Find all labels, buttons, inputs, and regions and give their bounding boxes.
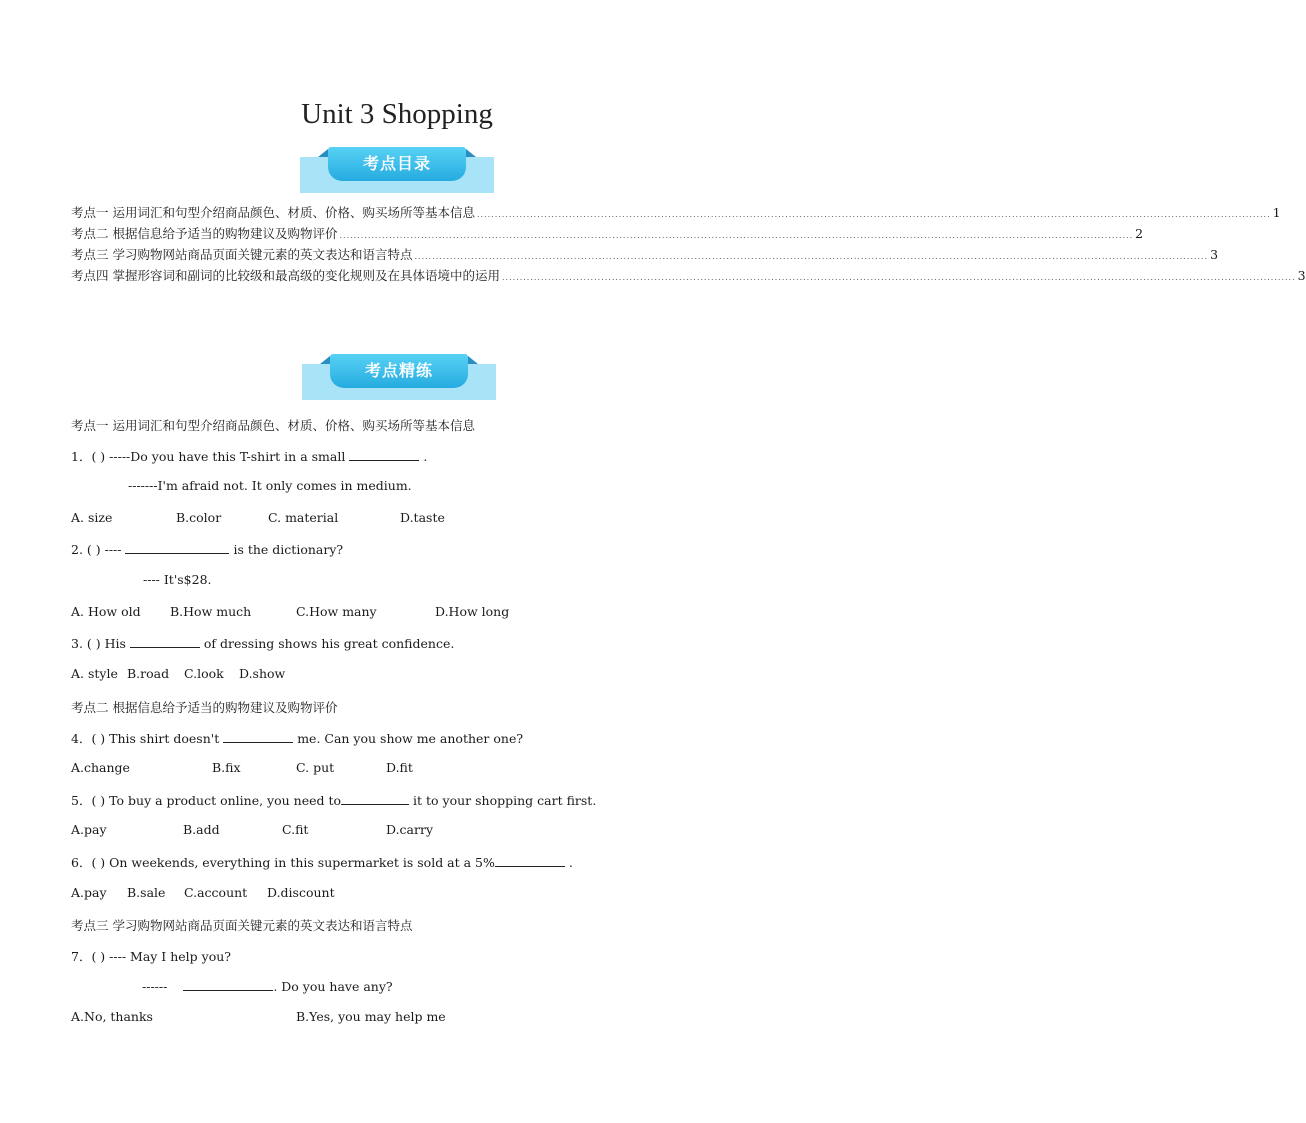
question-7-reply-end: . Do you have any? <box>273 979 393 994</box>
toc-leader: ................................................................................................................................................................................................................................ <box>476 210 1271 219</box>
toc-entry-2[interactable] <box>71 224 1144 242</box>
question-7: 7．( ) ---- May I help you? <box>71 949 231 964</box>
answer-blank[interactable] <box>125 541 229 554</box>
q1-option-b[interactable]: B.color <box>176 510 222 525</box>
answer-blank[interactable] <box>130 635 200 648</box>
q4-option-c[interactable]: C. put <box>296 760 335 775</box>
question-3-stem: 3. ( ) His <box>71 636 126 651</box>
toc-entry-text: 考点四 掌握形容词和副词的比较级和最高级的变化规则及在具体语境中的运用 <box>71 268 500 283</box>
q2-option-a[interactable]: A. How old <box>71 604 141 619</box>
q6-option-d[interactable]: D.discount <box>267 885 335 900</box>
question-6 <box>71 853 573 871</box>
question-1 <box>71 447 427 465</box>
question-6-stem: 6．( ) On weekends, everything in this supermarket is sold at a 5% <box>71 855 495 870</box>
q7-option-b[interactable]: B.Yes, you may help me <box>296 1009 446 1024</box>
question-7-reply <box>142 978 393 994</box>
question-6-stem-end: . <box>568 855 573 870</box>
question-2 <box>71 541 343 557</box>
toc-entry-text: 考点三 学习购物网站商品页面关键元素的英文表达和语言特点 <box>71 247 413 262</box>
q3-option-c[interactable]: C.look <box>184 666 224 681</box>
answer-blank[interactable] <box>495 854 565 867</box>
toc-entry-3[interactable] <box>71 245 1219 263</box>
toc-banner <box>300 147 494 195</box>
toc-entry-text: 考点二 根据信息给予适当的购物建议及购物评价 <box>71 226 338 241</box>
q1-option-c[interactable]: C. material <box>268 510 339 525</box>
q1-option-d[interactable]: D.taste <box>400 510 445 525</box>
section-heading-1: 考点一 运用词汇和句型介绍商品颜色、材质、价格、购买场所等基本信息 <box>71 418 475 433</box>
q2-option-b[interactable]: B.How much <box>170 604 252 619</box>
q3-option-d[interactable]: D.show <box>239 666 286 681</box>
q4-option-b[interactable]: B.fix <box>212 760 241 775</box>
toc-page-number: 1 <box>1272 205 1281 220</box>
question-2-stem-end: is the dictionary? <box>233 542 344 557</box>
q5-option-d[interactable]: D.carry <box>386 822 434 837</box>
toc-leader: ................................................................................................................................................................................................................................ <box>414 252 1209 261</box>
question-1-stem: 1．( ) -----Do you have this T-shirt in a small <box>71 449 346 464</box>
q7-option-a[interactable]: A.No, thanks <box>71 1009 153 1024</box>
section-heading-2: 考点二 根据信息给予适当的购物建议及购物评价 <box>71 700 338 715</box>
q3-option-b[interactable]: B.road <box>127 666 170 681</box>
toc-page-number: 3 <box>1210 247 1219 262</box>
q2-option-c[interactable]: C.How many <box>296 604 377 619</box>
answer-blank[interactable] <box>349 448 419 461</box>
q5-option-a[interactable]: A.pay <box>71 822 107 837</box>
answer-blank[interactable] <box>223 730 293 743</box>
q6-option-b[interactable]: B.sale <box>127 885 166 900</box>
question-4-stem-end: me. Can you show me another one? <box>297 731 524 746</box>
q5-option-c[interactable]: C.fit <box>282 822 309 837</box>
q3-option-a[interactable]: A. style <box>71 666 118 681</box>
toc-entry-text: 考点一 运用词汇和句型介绍商品颜色、材质、价格、购买场所等基本信息 <box>71 205 475 220</box>
practice-banner-label: 考点精练 <box>330 354 468 388</box>
question-3-stem-end: of dressing shows his great confidence. <box>203 636 455 651</box>
question-2-stem: 2. ( ) ---- <box>71 542 122 557</box>
question-4-stem: 4．( ) This shirt doesn't <box>71 731 220 746</box>
question-3 <box>71 635 454 651</box>
q4-option-d[interactable]: D.fit <box>386 760 413 775</box>
q2-option-d[interactable]: D.How long <box>435 604 510 619</box>
q6-option-a[interactable]: A.pay <box>71 885 107 900</box>
question-5-stem: 5．( ) To buy a product online, you need to <box>71 793 342 808</box>
question-5-stem-end: it to your shopping cart first. <box>413 793 597 808</box>
answer-blank[interactable] <box>183 978 273 991</box>
toc-page-number: 3 <box>1297 268 1306 283</box>
q5-option-b[interactable]: B.add <box>183 822 220 837</box>
toc-entry-1[interactable] <box>71 203 1281 221</box>
question-2-reply: ---- It's$28. <box>143 572 212 587</box>
question-4 <box>71 729 523 747</box>
toc-leader: ................................................................................................................................................................................................................................ <box>339 231 1134 240</box>
question-1-stem-end: . <box>423 449 428 464</box>
toc-page-number: 2 <box>1135 226 1144 241</box>
toc-leader: ................................................................................................................................................................................................................................ <box>501 273 1296 282</box>
q1-option-a[interactable]: A. size <box>71 510 113 525</box>
question-7-reply-start: ------ <box>142 979 168 994</box>
page-title: Unit 3 Shopping <box>301 98 493 130</box>
question-5 <box>71 791 596 809</box>
answer-blank[interactable] <box>341 792 409 805</box>
practice-banner <box>302 354 496 402</box>
toc-entry-4[interactable] <box>71 266 1306 284</box>
q4-option-a[interactable]: A.change <box>71 760 130 775</box>
question-1-reply: -------I'm afraid not. It only comes in medium. <box>128 478 412 493</box>
q6-option-c[interactable]: C.account <box>184 885 248 900</box>
toc-banner-label: 考点目录 <box>328 147 466 181</box>
section-heading-3: 考点三 学习购物网站商品页面关键元素的英文表达和语言特点 <box>71 918 413 933</box>
